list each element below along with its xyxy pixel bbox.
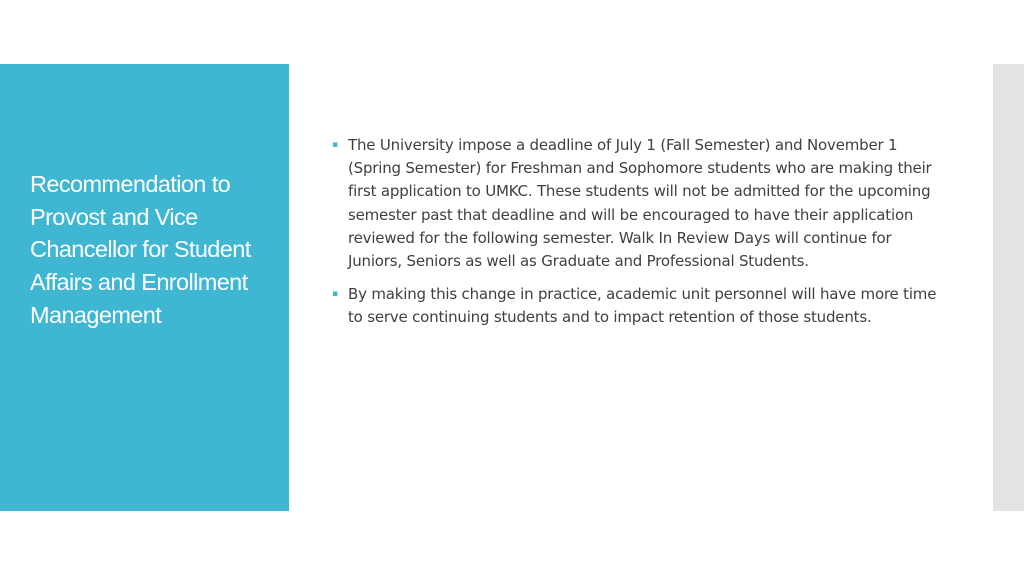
bullet-square-icon: ▪ [332, 140, 338, 150]
bullet-item [332, 134, 942, 273]
bullet-square-icon: ▪ [332, 289, 338, 300]
slide-title: Recommendation to Provost and Vice Chancellor for Student Affairs and Enrollment Management [30, 171, 251, 328]
bullet-text: The University impose a deadline of July 1 (Fall Semester) and November 1 (Spring Semester) for Freshman and Sophomore students who are making their first application to UMKC. These students will not be admitted for the upcoming semester past that deadline and will be encouraged to have their application reviewed for the following semester. Walk In Review Days will continue for Juniors, Seniors as well as Graduate and Professional Students. [348, 136, 932, 271]
bullet-list [332, 134, 942, 340]
side-strip [993, 64, 1024, 511]
bullet-item [332, 283, 942, 329]
bullet-text: By making this change in practice, academic unit personnel will have more time to serve continuing students and to impact retention of those students. [348, 285, 937, 327]
